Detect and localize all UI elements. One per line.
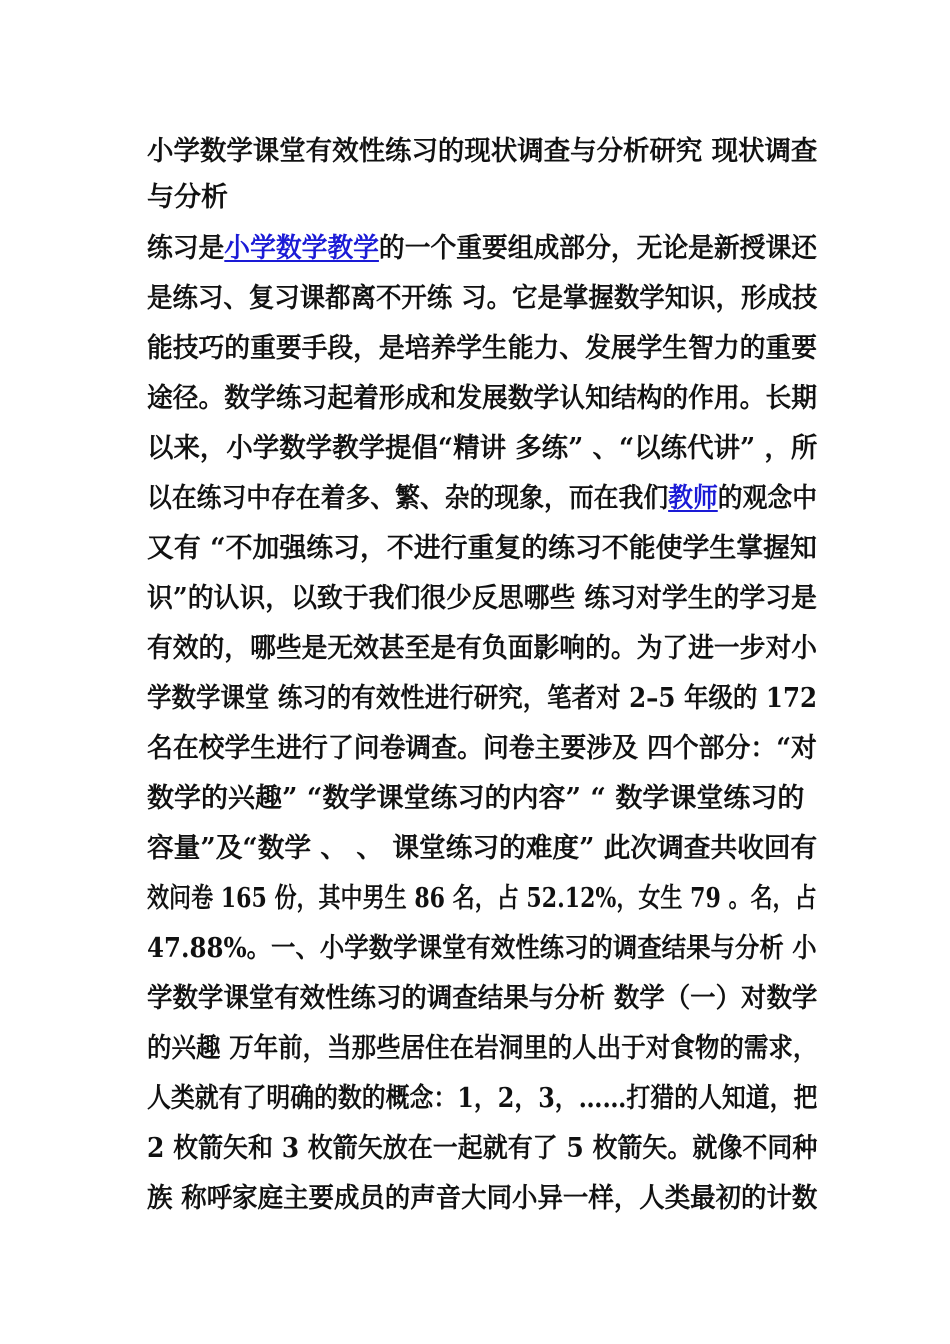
body-line-14: 效问卷 165 份，其中男生 86 名，占 52.12%，女生 79 。名，占: [147, 883, 817, 914]
body-line-12: 数学的兴趣” “数学课堂练习的内容” “ 数学课堂练习的: [147, 783, 805, 814]
body-line-2: 是练习、复习课都离不开练 习。它是掌握数学知识，形成技: [147, 283, 818, 314]
body-line-17: 的兴趣 万年前，当那些居住在岩洞里的人出于对食物的需求，: [147, 1033, 818, 1064]
body-line-10: 学数学课堂 练习的有效性进行研究，笔者对 2–5 年级的 172: [147, 683, 818, 714]
body-line-3: 能技巧的重要手段，是培养学生能力、发展学生智力的重要: [147, 333, 817, 364]
body-line-9: 有效的，哪些是无效甚至是有负面影响的。为了进一步对小: [147, 633, 817, 664]
link-elementary-math-teaching[interactable]: 小学数学教学: [224, 233, 379, 264]
body-line-6: 以在练习中存在着多、繁、杂的现象，而在我们教师的观念中: [147, 483, 818, 514]
body-line-13: 容量”及“数学 、 、 课堂练习的难度” 此次调查共收回有: [147, 833, 818, 864]
document-title-line-2: 与分析: [147, 182, 228, 213]
link-teacher[interactable]: 教师: [668, 483, 718, 514]
body-line-11: 名在校学生进行了问卷调查。问卷主要涉及 四个部分：“对: [147, 733, 817, 764]
body-line-16: 学数学课堂有效性练习的调查结果与分析 数学（一）对数学: [147, 983, 818, 1014]
body-line-8: 识”的认识，以致于我们很少反思哪些 练习对学生的学习是: [147, 583, 817, 614]
body-line-7: 又有 “不加强练习，不进行重复的练习不能使学生掌握知: [147, 533, 817, 564]
body-line-20: 族 称呼家庭主要成员的声音大同小异一样，人类最初的计数: [147, 1183, 818, 1214]
body-line-18: 人类就有了明确的数的概念：1，2，3，……打猎的人知道，把: [147, 1083, 818, 1114]
body-line-5: 以来，小学数学教学提倡“精讲 多练” 、“以练代讲” ，所: [147, 433, 818, 464]
body-line-19: 2 枚箭矢和 3 枚箭矢放在一起就有了 5 枚箭矢。就像不同种: [147, 1133, 818, 1164]
body-line-1: 练习是小学数学教学的一个重要组成部分，无论是新授课还: [147, 233, 817, 264]
body-line-15: 47.88%。一、小学数学课堂有效性练习的调查结果与分析 小: [147, 933, 817, 964]
document-title-line-1: 小学数学课堂有效性练习的现状调查与分析研究 现状调查: [147, 136, 818, 167]
body-line-4: 途径。数学练习起着形成和发展数学认知结构的作用。长期: [147, 383, 817, 414]
